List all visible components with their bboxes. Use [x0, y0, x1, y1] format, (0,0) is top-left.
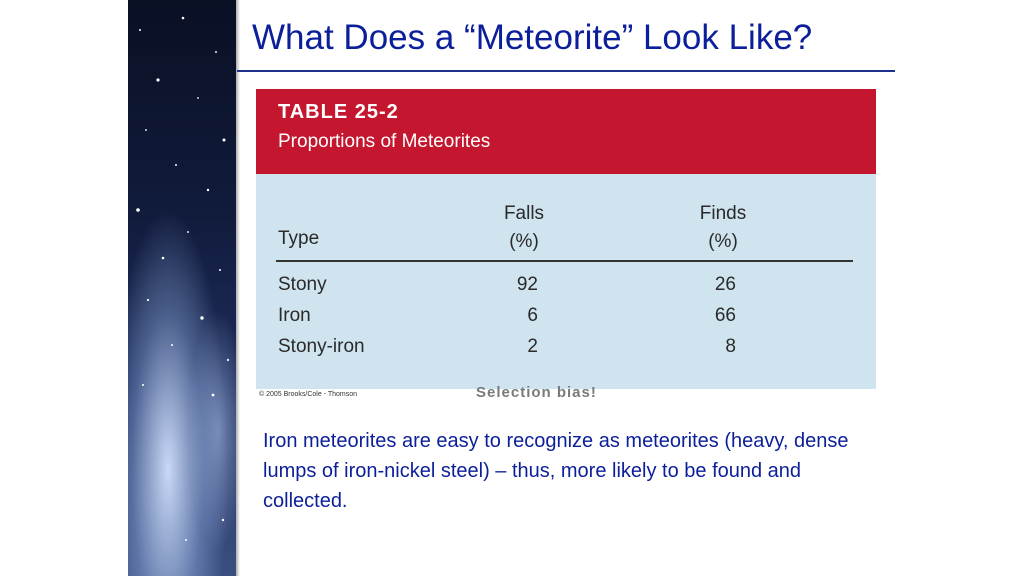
column-header-falls: [484, 200, 564, 256]
title-divider: [237, 70, 895, 72]
column-header-type: Type: [278, 228, 320, 249]
table-number: TABLE 25-2: [278, 101, 399, 123]
column-header-finds: [678, 200, 768, 256]
table-header-rule: [276, 260, 853, 262]
slide-title: What Does a “Meteorite” Look Like?: [252, 18, 813, 57]
row-type-iron: Iron: [278, 305, 311, 326]
row-type-stony: Stony: [278, 274, 327, 295]
table-header-band: [256, 89, 876, 174]
stars-graphic: [128, 0, 236, 576]
finds-header-line2: (%): [708, 231, 738, 252]
cut-off-caption: [476, 384, 656, 401]
row-falls-stony: 92: [516, 274, 538, 295]
table-caption: Proportions of Meteorites: [278, 131, 491, 152]
row-falls-stony-iron: 2: [527, 336, 538, 357]
row-falls-iron: 6: [527, 305, 538, 326]
cut-off-caption-text: Selection bias!: [476, 384, 597, 401]
row-type-stony-iron: Stony-iron: [278, 336, 365, 357]
copyright-note: © 2005 Brooks/Cole - Thomson: [259, 391, 358, 398]
explanation-text: Iron meteorites are easy to recognize as meteorites (heavy, dense lumps of iron-nickel steel) – thus, more likely to be found and collected.: [263, 430, 849, 512]
starfield-image: [128, 0, 236, 576]
row-finds-stony-iron: 8: [725, 336, 736, 357]
meteorite-table: [256, 89, 876, 389]
finds-header-line1: Finds: [699, 203, 747, 224]
strip-shadow: [236, 0, 240, 576]
row-finds-stony: 26: [714, 274, 736, 295]
falls-header-line1: Falls: [503, 203, 545, 224]
falls-header-line2: (%): [509, 231, 539, 252]
row-finds-iron: 66: [714, 305, 736, 326]
